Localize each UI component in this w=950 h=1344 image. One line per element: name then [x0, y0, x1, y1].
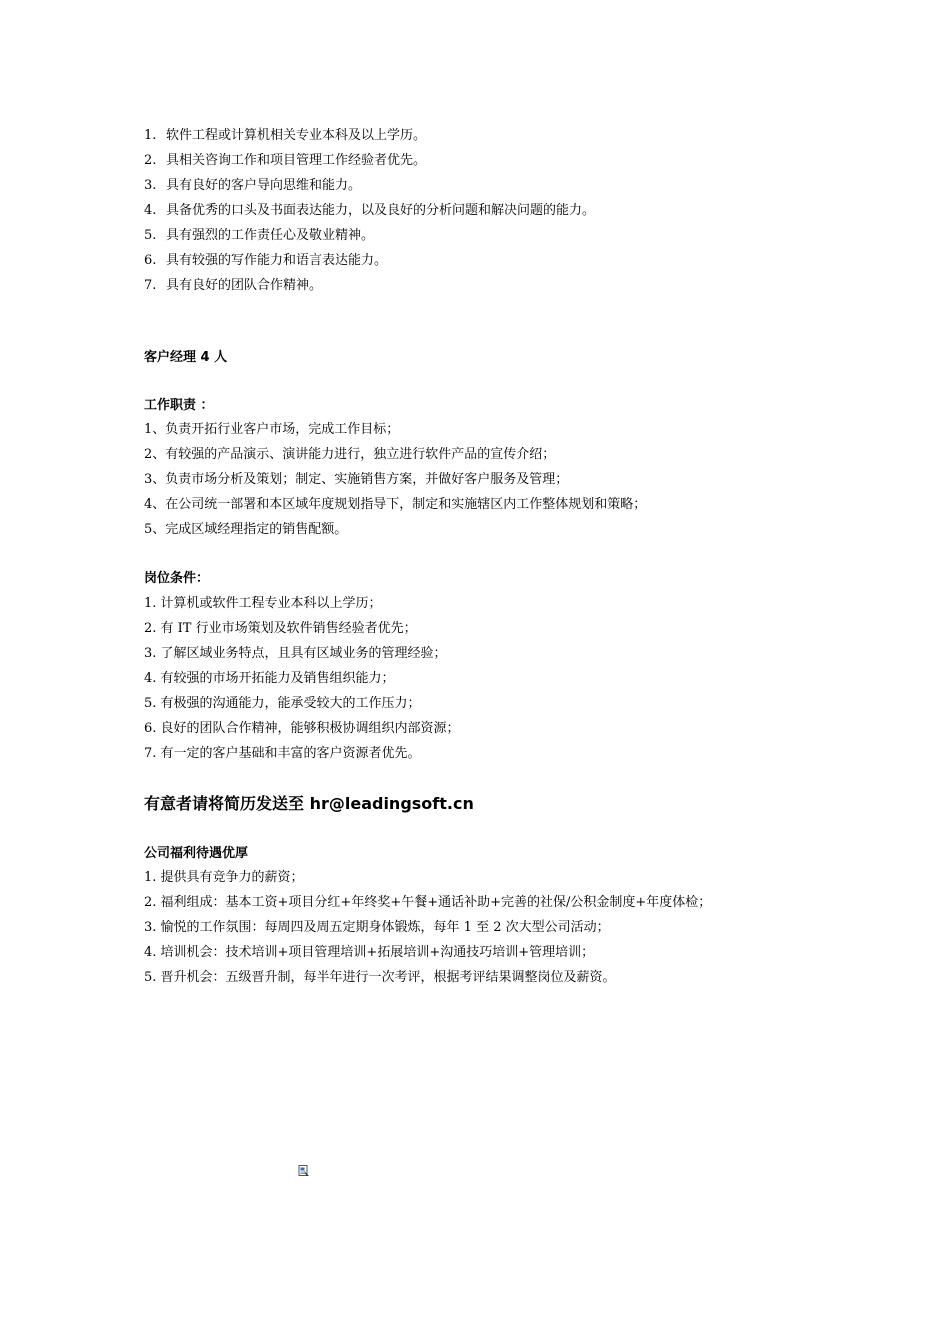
- condition-item: 2. 有 IT 行业市场策划及软件销售经验者优先；: [144, 621, 417, 636]
- requirement-item-3: [144, 178, 361, 194]
- requirement-text: 具有良好的客户导向思维和能力。: [166, 178, 362, 193]
- requirement-item-5: [144, 228, 374, 244]
- condition-item: 4. 有较强的市场开拓能力及销售组织能力；: [144, 671, 395, 686]
- benefit-item: 4. 培训机会：技术培训+项目管理培训+拓展培训+沟通技巧培训+管理培训；: [144, 945, 595, 960]
- requirement-text: 具有较强的写作能力和语言表达能力。: [166, 253, 388, 268]
- condition-item: 3. 了解区域业务特点，且具有区域业务的管理经验；: [144, 646, 447, 661]
- document-icon: [298, 1162, 310, 1174]
- duty-item: 5、完成区域经理指定的销售配额。: [144, 522, 348, 537]
- requirement-number: 4.: [144, 203, 157, 218]
- position-title: 客户经理 4 人: [144, 350, 228, 365]
- condition-item: 1. 计算机或软件工程专业本科以上学历；: [144, 596, 382, 611]
- conditions-heading: 岗位条件：: [144, 571, 210, 586]
- requirement-number: 5.: [144, 228, 157, 243]
- duty-item: 4、在公司统一部署和本区域年度规划指导下，制定和实施辖区内工作整体规划和策略；: [144, 497, 647, 512]
- duty-item: 2、有较强的产品演示、演讲能力进行，独立进行软件产品的宣传介绍；: [144, 447, 556, 462]
- condition-item: 7. 有一定的客户基础和丰富的客户资源者优先。: [144, 746, 421, 761]
- duty-item: 3、负责市场分析及策划；制定、实施销售方案，并做好客户服务及管理；: [144, 472, 569, 487]
- requirement-number: 1.: [144, 128, 157, 143]
- condition-item: 6. 良好的团队合作精神，能够积极协调组织内部资源；: [144, 721, 460, 736]
- requirement-text: 具相关咨询工作和项目管理工作经验者优先。: [166, 153, 427, 168]
- contact-line: 有意者请将简历发送至 hr@leadingsoft.cn: [144, 794, 474, 813]
- benefit-item: 3. 愉悦的工作氛围：每周四及周五定期身体锻炼，每年 1 至 2 次大型公司活动；: [144, 920, 610, 935]
- requirement-text: 软件工程或计算机相关专业本科及以上学历。: [166, 128, 427, 143]
- requirement-item-4: [144, 203, 595, 219]
- benefit-item: 5. 晋升机会：五级晋升制，每半年进行一次考评，根据考评结果调整岗位及薪资。: [144, 970, 616, 985]
- requirement-item-7: [144, 278, 322, 294]
- condition-item: 5. 有极强的沟通能力，能承受较大的工作压力；: [144, 696, 421, 711]
- requirement-number: 2.: [144, 153, 157, 168]
- duties-heading: 工作职责 ：: [144, 398, 214, 413]
- benefit-item: 1. 提供具有竞争力的薪资；: [144, 870, 304, 885]
- benefits-heading: 公司福利待遇优厚: [144, 846, 249, 861]
- benefit-item: 2. 福利组成：基本工资+项目分红+年终奖+午餐+通话补助+完善的社保/公积金制度+年度体检；: [144, 895, 712, 910]
- requirement-item-1: [144, 128, 426, 144]
- requirement-item-2: [144, 153, 426, 169]
- requirement-text: 具有强烈的工作责任心及敬业精神。: [166, 228, 375, 243]
- requirement-number: 3.: [144, 178, 157, 193]
- duty-item: 1、负责开拓行业客户市场，完成工作目标；: [144, 422, 400, 437]
- requirement-number: 7.: [144, 278, 157, 293]
- requirement-item-6: [144, 253, 387, 269]
- requirement-number: 6.: [144, 253, 157, 268]
- requirement-text: 具有良好的团队合作精神。: [166, 278, 323, 293]
- requirement-text: 具备优秀的口头及书面表达能力，以及良好的分析问题和解决问题的能力。: [166, 203, 596, 218]
